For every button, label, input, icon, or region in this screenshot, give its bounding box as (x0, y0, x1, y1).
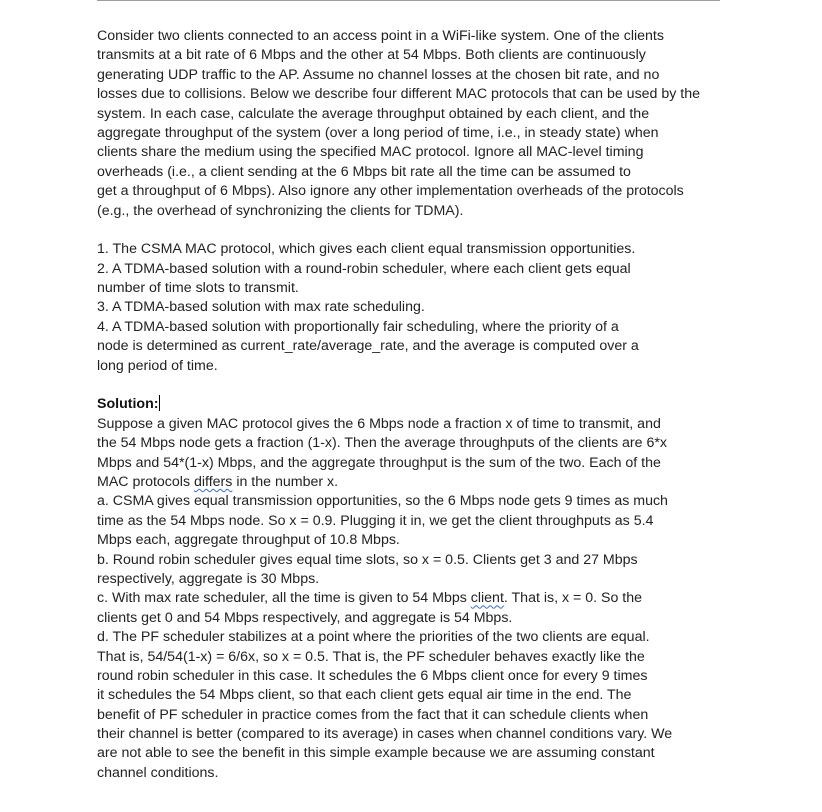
text-line: respectively, aggregate is 30 Mbps. (97, 570, 320, 587)
text-segment: in the number x. (232, 473, 339, 490)
spellcheck-flagged-word[interactable]: client (470, 590, 504, 607)
option-line: 2. A TDMA-based solution with a round-robin scheduler, where each client gets equal (97, 260, 631, 277)
solution-intro (97, 415, 737, 493)
text-line: overheads (i.e., a client sending at the 6 Mbps bit rate all the time can be assumed to (97, 163, 631, 180)
text-line: Consider two clients connected to an access point in a WiFi-like system. One of the clients (97, 28, 664, 44)
solution-part-b (97, 551, 737, 590)
text-line: clients share the medium using the specified MAC protocol. Ignore all MAC-level timing (97, 144, 644, 161)
text-line: Mbps each, aggregate throughput of 10.8 Mbps. (97, 532, 400, 549)
blank-line (97, 376, 737, 395)
text-segment: c. With max rate scheduler, all the time is given to 54 Mbps (97, 590, 471, 607)
text-line: Suppose a given MAC protocol gives the 6 Mbps node a fraction x of time to transmit, and (97, 415, 661, 432)
options-list (97, 240, 737, 376)
option-line: 1. The CSMA MAC protocol, which gives each client equal transmission opportunities. (97, 241, 636, 258)
text-line: transmits at a bit rate of 6 Mbps and the other at 54 Mbps. Both clients are continuously (97, 47, 646, 64)
text-cursor (159, 395, 160, 411)
text-line (97, 473, 737, 492)
text-line: benefit of PF scheduler in practice comes from the fact that it can schedule clients when (97, 706, 649, 723)
text-line: the 54 Mbps node gets a fraction (1-x). Then the average throughputs of the clients are 6*x (97, 435, 667, 452)
solution-part-a (97, 492, 737, 550)
text-line: aggregate throughput of the system (over a long period of time, i.e., in steady state) when (97, 124, 659, 141)
text-line: their channel is better (compared to its average) in cases when channel conditions vary. We (97, 726, 673, 743)
text-line: (e.g., the overhead of synchronizing the clients for TDMA). (97, 202, 464, 219)
text-line: b. Round robin scheduler gives equal time slots, so x = 0.5. Clients get 3 and 27 Mbps (97, 551, 638, 568)
option-line: number of time slots to transmit. (97, 280, 299, 297)
option-line: 3. A TDMA-based solution with max rate scheduling. (97, 299, 425, 316)
text-line: d. The PF scheduler stabilizes at a point where the priorities of the two clients are equal. (97, 629, 650, 646)
text-line: clients get 0 and 54 Mbps respectively, and aggregate is 54 Mbps. (97, 609, 513, 626)
text-line: a. CSMA gives equal transmission opportunities, so the 6 Mbps node gets 9 times as much (97, 493, 668, 510)
question-paragraph (97, 27, 737, 221)
text-line: losses due to collisions. Below we describe four different MAC protocols that can be used by the (97, 86, 701, 103)
text-line: get a throughput of 6 Mbps). Also ignore any other implementation overheads of the protocols (97, 183, 684, 200)
solution-heading: Solution: (97, 396, 159, 413)
option-line: node is determined as current_rate/average_rate, and the average is computed over a (97, 338, 639, 355)
page-top-divider (97, 0, 720, 1)
blank-line (97, 221, 737, 240)
text-line: generating UDP traffic to the AP. Assume no channel losses at the chosen bit rate, and no (97, 66, 660, 83)
text-segment: . That is, x = 0. So the (503, 590, 643, 607)
document-body[interactable] (97, 27, 737, 783)
spellcheck-flagged-word[interactable]: differs (193, 473, 233, 490)
solution-heading-line (97, 395, 737, 414)
text-line: channel conditions. (97, 764, 219, 781)
solution-part-c (97, 589, 737, 628)
text-line: it schedules the 54 Mbps client, so that each client gets equal air time in the end. The (97, 687, 632, 704)
text-line: round robin scheduler in this case. It schedules the 6 Mbps client once for every 9 times (97, 667, 648, 684)
text-line: are not able to see the benefit in this simple example because we are assuming constant (97, 745, 655, 762)
text-line: time as the 54 Mbps node. So x = 0.9. Plugging it in, we get the client throughputs as 5.4 (97, 512, 654, 529)
text-segment: MAC protocols (97, 473, 194, 490)
option-line: 4. A TDMA-based solution with proportionally fair scheduling, where the priority of a (97, 318, 619, 335)
option-line: long period of time. (97, 357, 218, 374)
solution-part-d (97, 628, 737, 783)
text-line: system. In each case, calculate the average throughput obtained by each client, and the (97, 105, 650, 122)
text-line: Mbps and 54*(1-x) Mbps, and the aggregate throughput is the sum of the two. Each of the (97, 454, 661, 471)
text-line: That is, 54/54(1-x) = 6/6x, so x = 0.5. That is, the PF scheduler behaves exactly like the (97, 648, 645, 665)
text-line (97, 589, 737, 608)
